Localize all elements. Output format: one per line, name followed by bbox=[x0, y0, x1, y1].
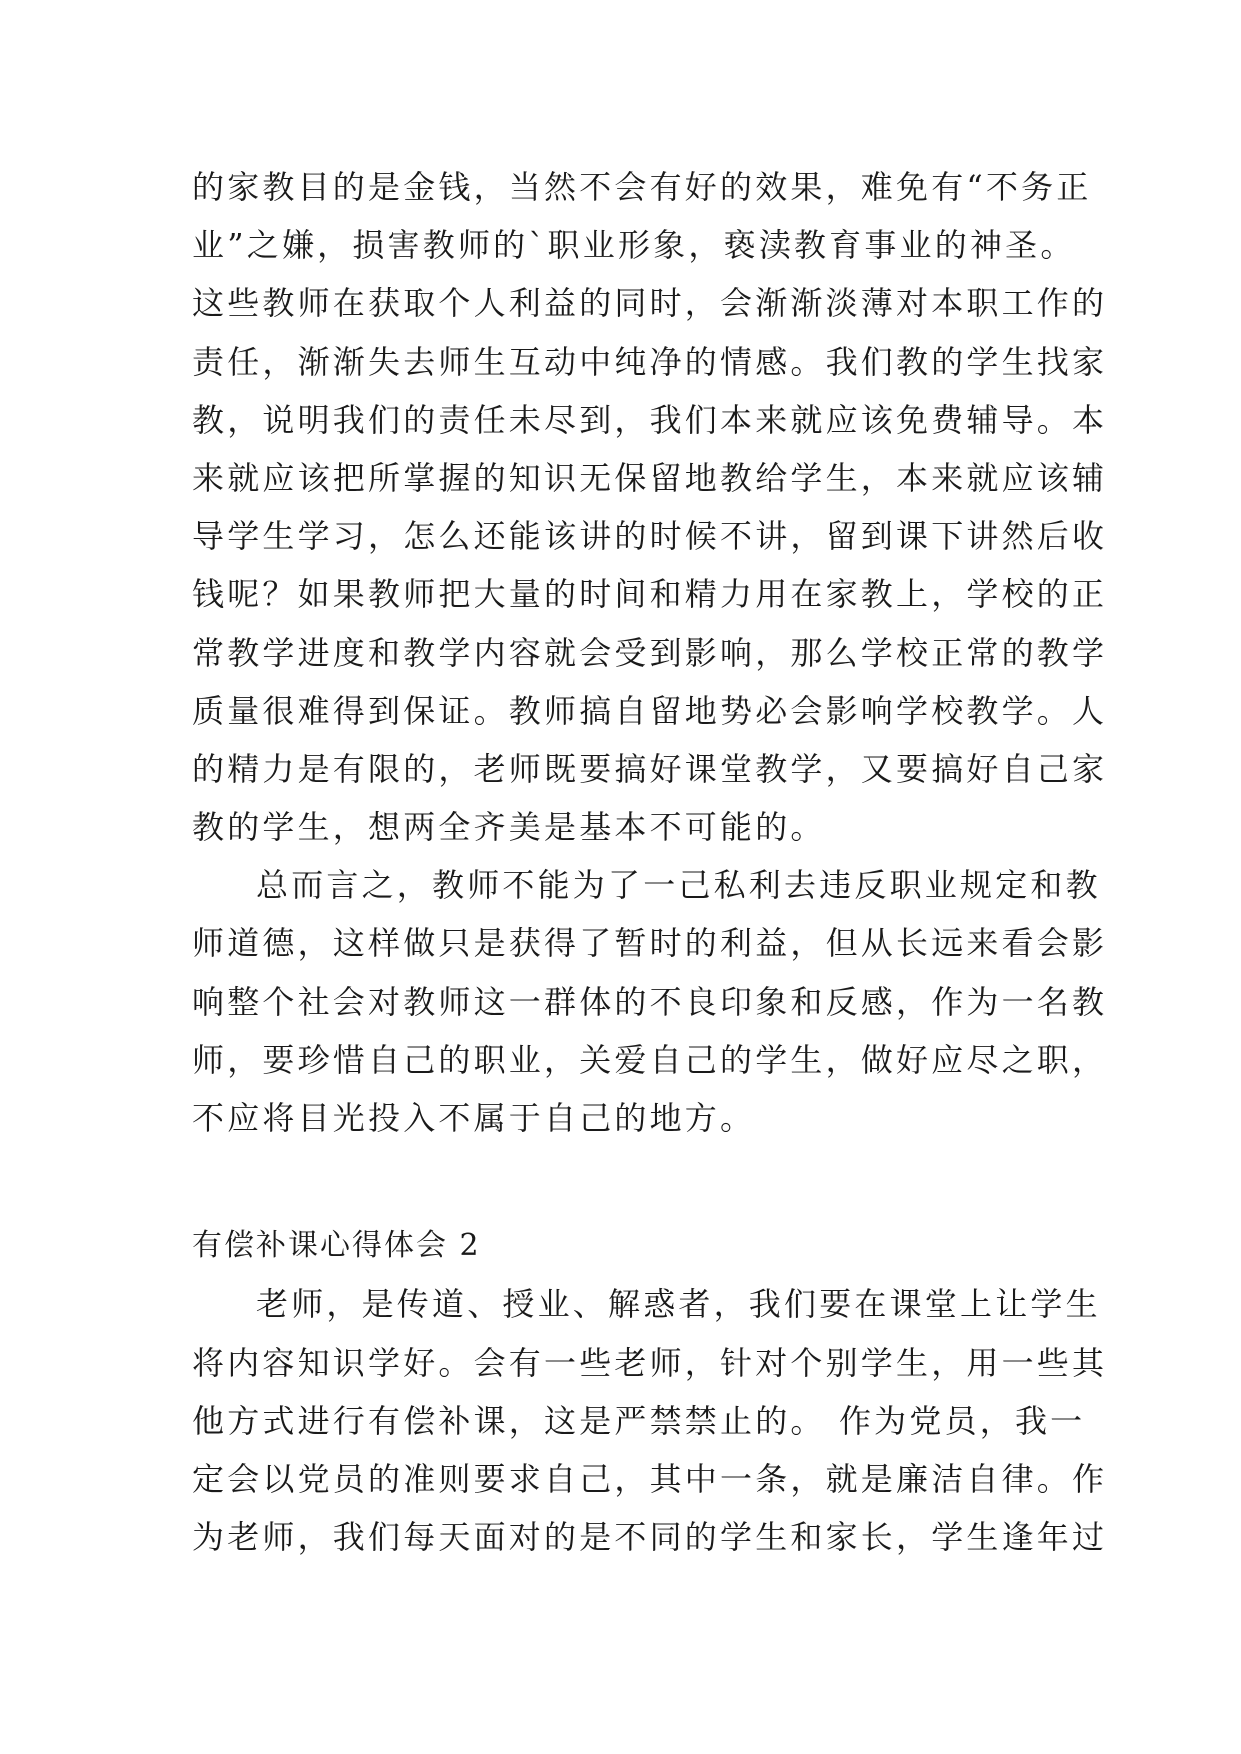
text-line: 老师，是传道、授业、解惑者，我们要在课堂上让学生 bbox=[256, 1285, 1101, 1324]
section-heading: 有偿补课心得体会 2 bbox=[192, 1228, 481, 1264]
text-line: 师道德，这样做只是获得了暂时的利益，但从长远来看会影 bbox=[192, 924, 1108, 963]
text-line: 定会以党员的准则要求自己，其中一条，就是廉洁自律。作 bbox=[192, 1459, 1108, 1498]
text-line: 业”之嫌，损害教师的`职业形象，亵渎教育事业的神圣。 bbox=[192, 226, 1076, 265]
text-line: 他方式进行有偿补课，这是严禁禁止的。 作为党员，我一 bbox=[192, 1401, 1086, 1440]
text-line: 教，说明我们的责任未尽到，我们本来就应该免费辅导。本 bbox=[192, 400, 1108, 439]
text-line: 钱呢？如果教师把大量的时间和精力用在家教上，学校的正 bbox=[192, 575, 1108, 614]
document-page bbox=[192, 158, 1108, 1566]
text-line: 这些教师在获取个人利益的同时，会渐渐淡薄对本职工作的 bbox=[192, 284, 1108, 323]
text-line: 的家教目的是金钱，当然不会有好的效果，难免有“不务正 bbox=[192, 168, 1092, 206]
text-line: 常教学进度和教学内容就会受到影响，那么学校正常的教学 bbox=[192, 633, 1108, 672]
text-line: 的精力是有限的，老师既要搞好课堂教学，又要搞好自己家 bbox=[192, 749, 1108, 788]
text-line: 将内容知识学好。会有一些老师，针对个别学生，用一些其 bbox=[192, 1343, 1108, 1382]
text-line: 导学生学习，怎么还能该讲的时候不讲，留到课下讲然后收 bbox=[192, 517, 1108, 556]
text-line: 质量很难得到保证。教师搞自留地势必会影响学校教学。人 bbox=[192, 691, 1108, 730]
text-line: 不应将目光投入不属于自己的地方。 bbox=[192, 1099, 756, 1137]
section-gap bbox=[192, 1147, 1072, 1217]
text-line: 来就应该把所掌握的知识无保留地教给学生，本来就应该辅 bbox=[192, 458, 1108, 497]
paragraph-2 bbox=[192, 856, 1108, 1147]
text-line: 教的学生，想两全齐美是基本不可能的。 bbox=[192, 808, 826, 847]
text-line: 为老师，我们每天面对的是不同的学生和家长，学生逢年过 bbox=[192, 1518, 1108, 1557]
paragraph-3 bbox=[192, 1275, 1108, 1566]
text-line: 责任，渐渐失去师生互动中纯净的情感。我们教的学生找家 bbox=[192, 342, 1108, 381]
text-line: 响整个社会对教师这一群体的不良印象和反感，作为一名教 bbox=[192, 982, 1108, 1021]
paragraph-1 bbox=[192, 158, 1108, 856]
text-line: 师，要珍惜自己的职业，关爱自己的学生，做好应尽之职， bbox=[192, 1040, 1108, 1079]
text-line: 总而言之，教师不能为了一己私利去违反职业规定和教 bbox=[256, 866, 1101, 905]
